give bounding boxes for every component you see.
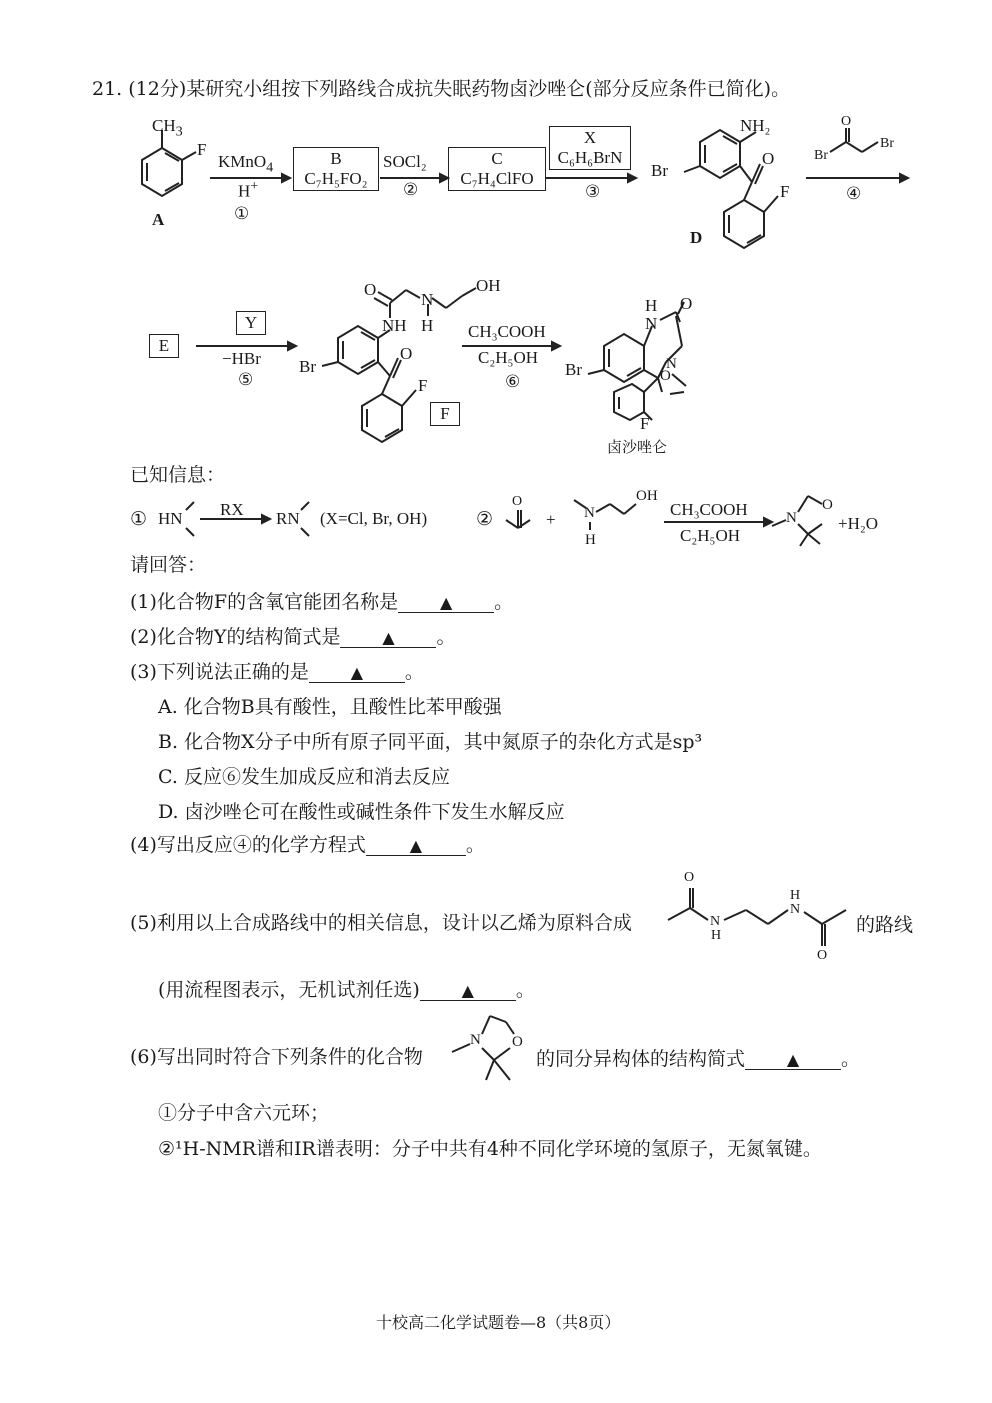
F-amide-nh-label: NH (382, 316, 407, 335)
compound-B-name: B (330, 149, 342, 168)
info2-condition: C₂H₅OH (680, 526, 741, 545)
F-hydroxyl-label: OH (476, 276, 501, 295)
F-amine-n-label: N (421, 290, 434, 309)
compound-D-label: D (690, 228, 703, 247)
info1-note: (X=Cl, Br, OH) (320, 509, 428, 528)
D-carbonyl-label: O (762, 149, 775, 168)
product-bromo-label: Br (565, 360, 582, 379)
step3-number: ③ (585, 182, 601, 201)
step5-number: ⑤ (238, 370, 254, 389)
question-4-text: (4)写出反应④的化学方程式 (130, 834, 366, 856)
answer-prompt: 请回答： (130, 554, 207, 576)
answer-blank-2[interactable]: ▲ (340, 628, 436, 648)
step1-reagent: KMnO$_4$ (218, 152, 274, 176)
answer-blank-4[interactable]: ▲ (366, 836, 466, 856)
info2-oh: OH (636, 488, 658, 504)
reagent-X-name: X (583, 128, 597, 147)
compound-C-name: C (491, 149, 503, 168)
step4-o: O (841, 114, 852, 129)
compound-A-label: A (152, 210, 165, 229)
D-amino-label: NH₂ (740, 116, 771, 135)
question-5-note: (用流程图表示，无机试剂任选) (158, 979, 420, 1001)
question-6-period: 。 (841, 1048, 861, 1070)
step4-br2: Br (880, 136, 894, 151)
question-4-period: 。 (465, 834, 485, 856)
known-info-title: 已知信息： (130, 464, 226, 486)
F-bromo-label: Br (299, 357, 316, 376)
question-5-suffix: 的路线 (856, 914, 914, 936)
info2-reagent: CH₃COOH (670, 500, 748, 519)
D-fluoro-label: F (780, 182, 790, 201)
step4-br1: Br (814, 148, 828, 163)
option-A: A. 化合物B具有酸性，且酸性比苯甲酸强 (158, 696, 502, 718)
q5-o2: O (817, 948, 828, 963)
D-bromo-label: Br (651, 161, 668, 180)
info2-product-o: O (822, 497, 833, 513)
info1-right: RN (276, 509, 300, 528)
question-1-text: (1)化合物F的含氧官能团名称是 (130, 591, 399, 613)
product-o-label: O (680, 294, 693, 313)
product-oxazolidine-n: N (666, 356, 677, 372)
answer-blank-3[interactable]: ▲ (309, 663, 405, 683)
product-fluoro-label: F (640, 414, 650, 433)
compound-F-box: F (430, 402, 460, 426)
question-6-tail: 的同分异构体的结构简式 (536, 1048, 746, 1070)
F-amine-h-label: H (421, 316, 434, 335)
reagent-X-formula: C₆H₆BrN (557, 148, 623, 167)
step1-number: ① (234, 204, 250, 223)
condition-1: ①分子中含六元环； (158, 1102, 330, 1124)
step2-reagent: SOCl₂ (383, 152, 427, 171)
step6-number: ⑥ (505, 372, 521, 391)
question-2-period: 。 (436, 626, 456, 648)
A-methyl-label: $CH_3$ (152, 116, 183, 140)
info1-reagent: RX (220, 500, 244, 519)
q5-n1: N (710, 914, 721, 929)
step6-condition: C₂H₅OH (478, 348, 539, 367)
info2-ketone-o: O (512, 494, 523, 509)
compound-C-formula: C₇H₄ClFO (460, 169, 534, 188)
answer-blank-1[interactable]: ▲ (398, 593, 494, 613)
page-footer: 十校高二化学试题卷—8（共8页） (376, 1313, 621, 1332)
info1-left: HN (158, 509, 183, 528)
info2-number: ② (476, 508, 494, 530)
A-fluoro-label: F (197, 140, 207, 159)
step6-reagent: CH₃COOH (468, 322, 546, 341)
question-6-text: (6)写出同时符合下列条件的化合物 (130, 1046, 423, 1068)
q6-o: O (512, 1034, 523, 1050)
question-6-suffix (536, 1044, 860, 1071)
question-1-period: 。 (494, 591, 514, 613)
product-oxazolidine-o: O (660, 368, 671, 384)
question-3-text: (3)下列说法正确的是 (130, 661, 309, 683)
info2-n: N (584, 505, 595, 521)
question-header: 21. (12分)某研究小组按下列路线合成抗失眠药物卤沙唑仑(部分反应条件已简化)。 (92, 78, 791, 100)
reagent-Y-box: Y (236, 311, 266, 335)
product-h-label: H (645, 296, 658, 315)
step4-number: ④ (846, 184, 862, 203)
option-B: B. 化合物X分子中所有原子同平面，其中氮原子的杂化方式是sp³ (158, 731, 703, 753)
condition-2: ②¹H-NMR谱和IR谱表明：分子中共有4种不同化学环境的氢原子，无氮氧键。 (158, 1138, 822, 1160)
step5-condition: −HBr (222, 349, 261, 368)
answer-blank-6[interactable]: ▲ (745, 1050, 841, 1070)
step2-number: ② (403, 180, 419, 199)
q5-h2: H (790, 888, 801, 903)
F-fluoro-label: F (418, 376, 428, 395)
info1-number: ① (130, 508, 148, 530)
compound-B-formula: C₇H₅FO₂ (304, 169, 368, 188)
answer-blank-5[interactable]: ▲ (420, 981, 516, 1001)
step1-condition: H+ (238, 178, 259, 201)
option-C: C. 反应⑥发生加成反应和消去反应 (158, 766, 450, 788)
F-ketone-o-label: O (400, 344, 413, 363)
q5-h1: H (711, 928, 722, 943)
q5-n2: N (790, 902, 801, 917)
product-name: 卤沙唑仑 (607, 438, 668, 456)
question-3-period: 。 (404, 661, 424, 683)
question-2-text: (2)化合物Y的结构简式是 (130, 626, 341, 648)
info2-water: +H₂O (838, 514, 879, 533)
q5-o1: O (684, 870, 695, 885)
q6-n: N (470, 1032, 481, 1048)
info2-h: H (585, 532, 596, 548)
question-5-text: (5)利用以上合成路线中的相关信息，设计以乙烯为原料合成 (130, 912, 632, 934)
info2-plus: + (546, 510, 556, 529)
question-5-period: 。 (515, 979, 535, 1001)
option-D: D. 卤沙唑仑可在酸性或碱性条件下发生水解反应 (158, 801, 565, 823)
F-amide-o-label: O (364, 280, 377, 299)
info2-product-n: N (786, 510, 797, 526)
compound-E-box: E (149, 334, 179, 358)
product-n-label: N (645, 314, 658, 333)
